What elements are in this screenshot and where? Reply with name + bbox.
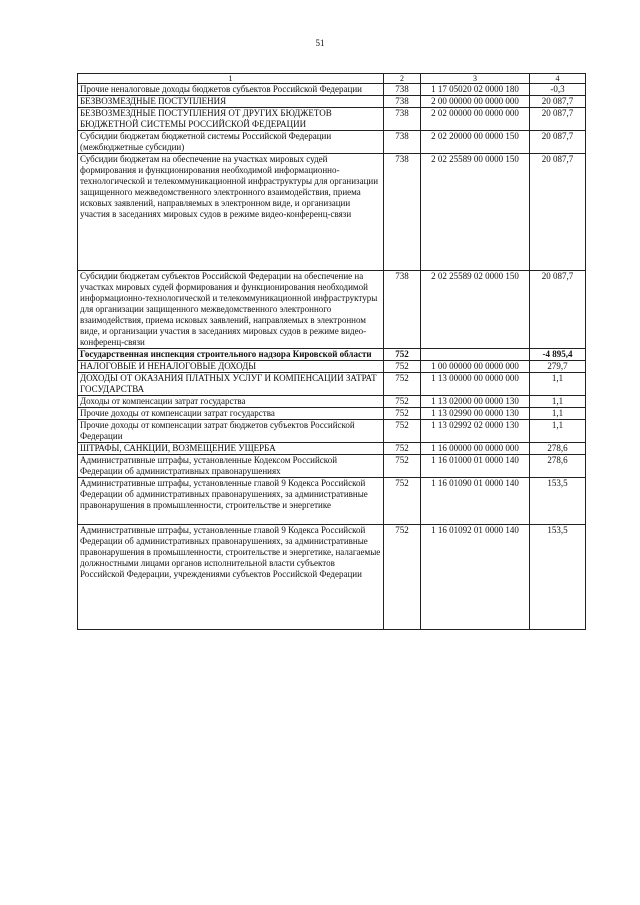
row-amount: 1,1 <box>530 420 586 443</box>
header-cell: 4 <box>530 74 586 84</box>
row-amount: 20 087,7 <box>530 96 586 108</box>
table-row <box>78 271 586 349</box>
row-budget-code: 1 13 02992 02 0000 130 <box>421 420 530 443</box>
table-row <box>78 408 586 420</box>
row-amount: 1,1 <box>530 408 586 420</box>
row-budget-code: 2 00 00000 00 0000 000 <box>421 96 530 108</box>
row-amount: 153,5 <box>530 525 586 630</box>
row-name: ДОХОДЫ ОТ ОКАЗАНИЯ ПЛАТНЫХ УСЛУГ И КОМПЕНСАЦИИ ЗАТРАТ ГОСУДАРСТВА <box>78 373 384 396</box>
row-name: Субсидии бюджетам на обеспечение на участках мировых судей формирования и функционирования необходимой информационно-технологической и телекоммуникационной инфраструктуры для организации защищенного межведомственного электронного взаимодействия, приема исковых заявлений, направляемых в электронном виде, и организации участия в заседаниях мировых судов в режиме видео-конференц-связи <box>78 154 384 271</box>
row-amount: 1,1 <box>530 396 586 408</box>
row-admin-code: 752 <box>384 349 421 361</box>
row-budget-code: 1 16 01092 01 0000 140 <box>421 525 530 630</box>
header-cell: 3 <box>421 74 530 84</box>
row-admin-code: 752 <box>384 373 421 396</box>
row-budget-code <box>421 349 530 361</box>
header-cell: 2 <box>384 74 421 84</box>
table-row <box>78 478 586 525</box>
row-amount: 278,6 <box>530 455 586 478</box>
row-admin-code: 752 <box>384 455 421 478</box>
row-admin-code: 738 <box>384 131 421 154</box>
row-admin-code: 738 <box>384 271 421 349</box>
row-admin-code: 752 <box>384 396 421 408</box>
table-row <box>78 443 586 455</box>
table-row <box>78 154 586 271</box>
row-budget-code: 1 17 05020 02 0000 180 <box>421 84 530 96</box>
row-admin-code: 752 <box>384 408 421 420</box>
table-row <box>78 349 586 361</box>
row-budget-code: 1 13 00000 00 0000 000 <box>421 373 530 396</box>
table-row <box>78 455 586 478</box>
row-budget-code: 2 02 20000 00 0000 150 <box>421 131 530 154</box>
row-name: БЕЗВОЗМЕЗДНЫЕ ПОСТУПЛЕНИЯ ОТ ДРУГИХ БЮДЖЕТОВ БЮДЖЕТНОЙ СИСТЕМЫ РОССИЙСКОЙ ФЕДЕРАЦИИ <box>78 108 384 131</box>
table-row <box>78 96 586 108</box>
row-admin-code: 752 <box>384 443 421 455</box>
row-budget-code: 1 13 02000 00 0000 130 <box>421 396 530 408</box>
row-name: ШТРАФЫ, САНКЦИИ, ВОЗМЕЩЕНИЕ УЩЕРБА <box>78 443 384 455</box>
header-cell: 1 <box>78 74 384 84</box>
row-budget-code: 2 02 00000 00 0000 000 <box>421 108 530 131</box>
row-amount: -0,3 <box>530 84 586 96</box>
page-number: 51 <box>315 38 325 48</box>
row-admin-code: 738 <box>384 96 421 108</box>
row-name: Административные штрафы, установленные главой 9 Кодекса Российской Федерации об административных правонарушениях, за административные правонарушения в промышленности, строительстве и энергетике <box>78 478 384 525</box>
row-budget-code: 1 16 01090 01 0000 140 <box>421 478 530 525</box>
row-amount: 20 087,7 <box>530 108 586 131</box>
row-admin-code: 752 <box>384 361 421 373</box>
row-amount: -4 895,4 <box>530 349 586 361</box>
row-admin-code: 752 <box>384 478 421 525</box>
row-name: Административные штрафы, установленные главой 9 Кодекса Российской Федерации об административных правонарушениях, за административные правонарушения в промышленности, строительстве и энергетике, налагаемые должностными лицами органов исполнительной власти субъектов Российской Федерации, учреждениями субъектов Российской Федерации <box>78 525 384 630</box>
row-budget-code: 1 00 00000 00 0000 000 <box>421 361 530 373</box>
table-row <box>78 361 586 373</box>
row-name: Субсидии бюджетам субъектов Российской Федерации на обеспечение на участках мировых судей формирования и функционирования необходимой информационно-технологической и телекоммуникационной инфраструктуры для организации защищенного межведомственного электронного взаимодействия, приема исковых заявлений, направляемых в электронном виде, и организации участия в заседаниях мировых судов в режиме видео-конференц-связи <box>78 271 384 349</box>
row-admin-code: 752 <box>384 420 421 443</box>
row-budget-code: 2 02 25589 00 0000 150 <box>421 154 530 271</box>
row-budget-code: 1 16 01000 01 0000 140 <box>421 455 530 478</box>
row-budget-code: 1 16 00000 00 0000 000 <box>421 443 530 455</box>
table-row <box>78 108 586 131</box>
table-row <box>78 84 586 96</box>
row-name: Прочие доходы от компенсации затрат государства <box>78 408 384 420</box>
row-name: Доходы от компенсации затрат государства <box>78 396 384 408</box>
table-header-row <box>78 74 586 84</box>
row-amount: 20 087,7 <box>530 131 586 154</box>
row-name: НАЛОГОВЫЕ И НЕНАЛОГОВЫЕ ДОХОДЫ <box>78 361 384 373</box>
row-amount: 1,1 <box>530 373 586 396</box>
budget-table <box>77 73 586 630</box>
table-row <box>78 420 586 443</box>
row-amount: 20 087,7 <box>530 154 586 271</box>
row-admin-code: 752 <box>384 525 421 630</box>
row-name: Административные штрафы, установленные Кодексом Российской Федерации об административных правонарушениях <box>78 455 384 478</box>
row-name: Субсидии бюджетам бюджетной системы Российской Федерации (межбюджетные субсидии) <box>78 131 384 154</box>
row-name: Государственная инспекция строительного надзора Кировской области <box>78 349 384 361</box>
row-amount: 153,5 <box>530 478 586 525</box>
row-name: Прочие неналоговые доходы бюджетов субъектов Российской Федерации <box>78 84 384 96</box>
row-amount: 278,6 <box>530 443 586 455</box>
row-amount: 279,7 <box>530 361 586 373</box>
row-name: Прочие доходы от компенсации затрат бюджетов субъектов Российской Федерации <box>78 420 384 443</box>
table-row <box>78 525 586 630</box>
table-row <box>78 373 586 396</box>
row-admin-code: 738 <box>384 84 421 96</box>
row-admin-code: 738 <box>384 108 421 131</box>
row-amount: 20 087,7 <box>530 271 586 349</box>
row-admin-code: 738 <box>384 154 421 271</box>
table-row <box>78 396 586 408</box>
table-row <box>78 131 586 154</box>
row-name: БЕЗВОЗМЕЗДНЫЕ ПОСТУПЛЕНИЯ <box>78 96 384 108</box>
row-budget-code: 1 13 02990 00 0000 130 <box>421 408 530 420</box>
row-budget-code: 2 02 25589 02 0000 150 <box>421 271 530 349</box>
